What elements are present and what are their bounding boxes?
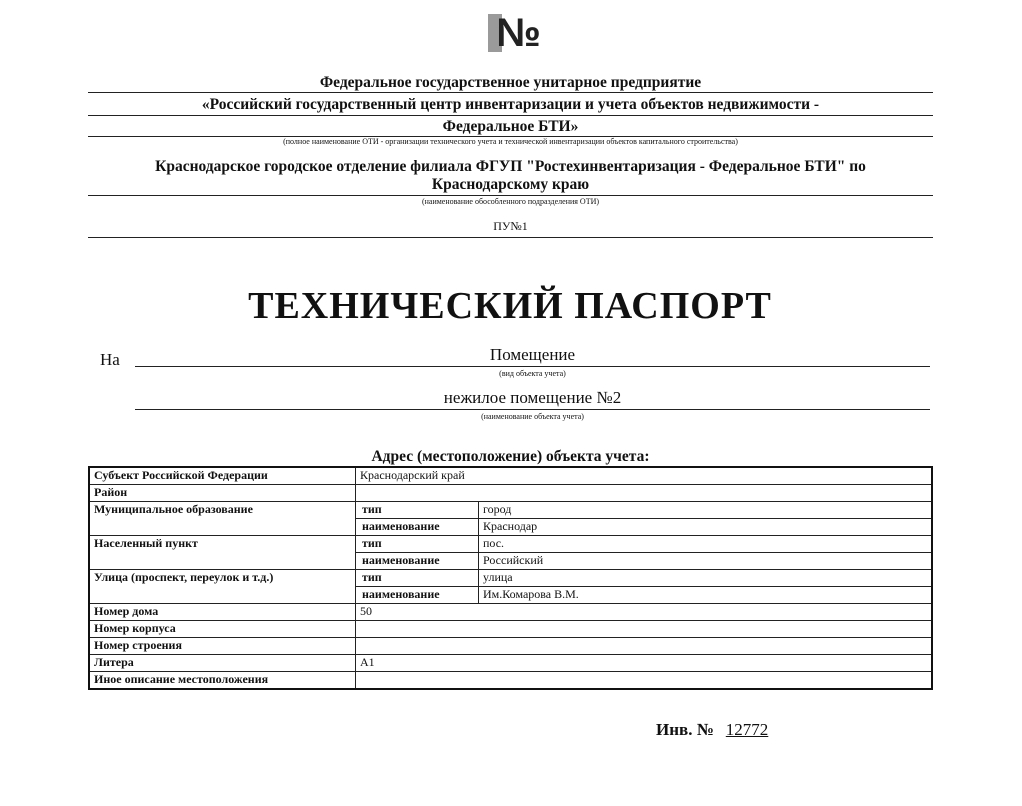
litera-value: А1 — [356, 655, 933, 672]
org-caption: (полное наименование ОТИ - организации технического учета и технической инвентаризации объектов капитального строительства) — [283, 137, 738, 146]
object-name-value: нежилое помещение №2 — [443, 388, 622, 407]
street-name-value: Им.Комарова В.М. — [479, 587, 933, 604]
settlement-label: Населенный пункт — [89, 536, 356, 570]
table-row — [89, 467, 932, 485]
house-label: Номер дома — [89, 604, 356, 621]
building-label: Номер строения — [89, 638, 356, 655]
org-line-3: Федеральное БТИ» — [442, 118, 579, 135]
street-type-label: тип — [356, 570, 479, 587]
municipal-type-value: город — [479, 502, 933, 519]
divider — [88, 195, 933, 196]
divider — [88, 115, 933, 116]
inventory-label: Инв. № — [656, 720, 714, 739]
other-location-label: Иное описание местоположения — [89, 672, 356, 690]
branch-line-2: Краснодарскому краю — [431, 176, 590, 193]
number-sign-logo: № — [488, 12, 548, 54]
table-row — [89, 485, 932, 502]
unit-code: ПУ№1 — [493, 219, 528, 233]
municipal-type-label: тип — [356, 502, 479, 519]
inventory-value: 12772 — [725, 720, 769, 739]
divider — [88, 92, 933, 93]
document-title: ТЕХНИЧЕСКИЙ ПАСПОРТ — [248, 285, 772, 327]
address-table — [88, 466, 933, 690]
inventory-number — [656, 720, 768, 740]
settlement-type-value: пос. — [479, 536, 933, 553]
table-row — [89, 536, 932, 553]
municipal-name-value: Краснодар — [479, 519, 933, 536]
table-row — [89, 502, 932, 519]
object-type-caption: (вид объекта учета) — [499, 369, 566, 378]
other-location-value — [356, 672, 933, 690]
settlement-name-label: наименование — [356, 553, 479, 570]
subject-value: Краснодарский край — [356, 467, 933, 485]
street-type-value: улица — [479, 570, 933, 587]
object-name-caption: (наименование объекта учета) — [481, 412, 584, 421]
divider — [135, 409, 930, 410]
building-value — [356, 638, 933, 655]
table-row — [89, 655, 932, 672]
object-type-value: Помещение — [489, 345, 576, 364]
table-row — [89, 604, 932, 621]
district-label: Район — [89, 485, 356, 502]
korpus-value — [356, 621, 933, 638]
branch-line-1: Краснодарское городское отделение филиала ФГУП "Ростехинвентаризация - Федеральное БТИ" по — [155, 158, 866, 175]
address-heading: Адрес (местоположение) объекта учета: — [371, 448, 650, 465]
house-value: 50 — [356, 604, 933, 621]
table-row — [89, 570, 932, 587]
settlement-type-label: тип — [356, 536, 479, 553]
litera-label: Литера — [89, 655, 356, 672]
korpus-label: Номер корпуса — [89, 621, 356, 638]
org-line-2: «Российский государственный центр инвентаризации и учета объектов недвижимости - — [201, 96, 820, 113]
settlement-name-value: Российский — [479, 553, 933, 570]
street-name-label: наименование — [356, 587, 479, 604]
table-row — [89, 621, 932, 638]
municipal-name-label: наименование — [356, 519, 479, 536]
divider — [88, 237, 933, 238]
table-row — [89, 672, 932, 690]
street-label: Улица (проспект, переулок и т.д.) — [89, 570, 356, 604]
org-line-1: Федеральное государственное унитарное предприятие — [319, 74, 702, 91]
object-prefix: На — [100, 350, 120, 369]
table-row — [89, 638, 932, 655]
municipal-label: Муниципальное образование — [89, 502, 356, 536]
subject-label: Субъект Российской Федерации — [89, 467, 356, 485]
divider — [135, 366, 930, 367]
branch-caption: (наименование обособленного подразделения ОТИ) — [421, 197, 600, 206]
district-value — [356, 485, 933, 502]
